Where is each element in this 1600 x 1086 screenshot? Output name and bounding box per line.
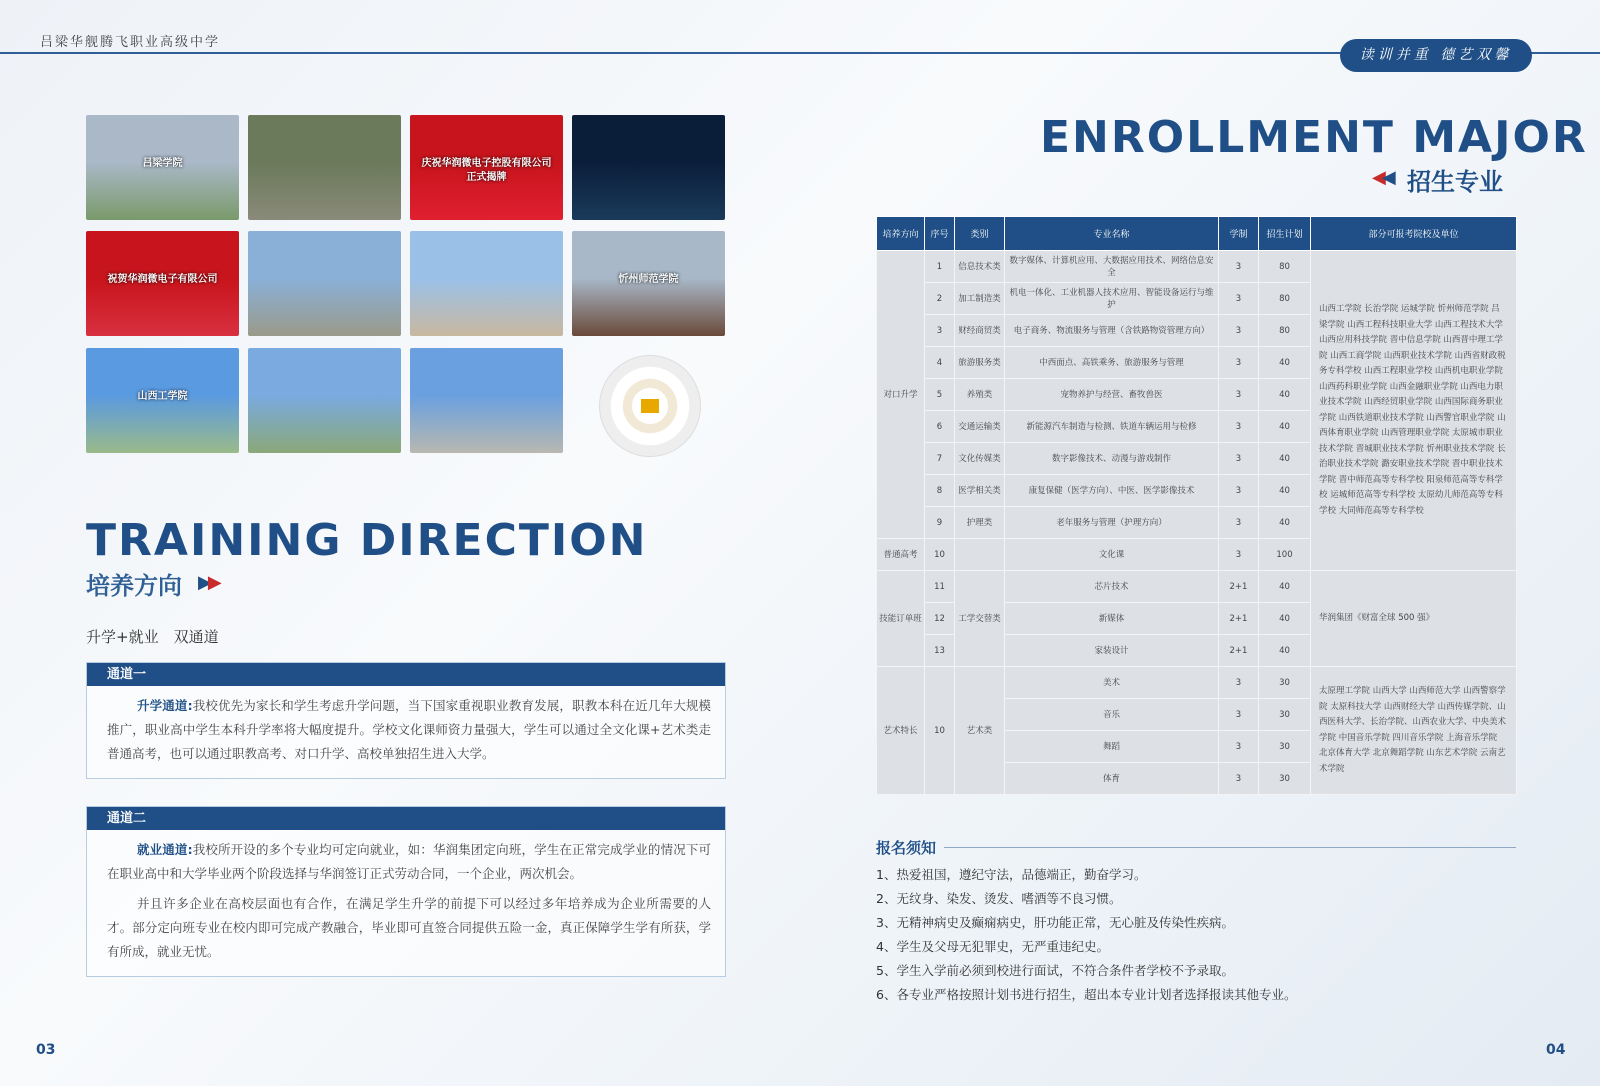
table-cell: 40 (1259, 347, 1311, 379)
enrollment-title-cn: 招生专业 (1407, 168, 1503, 196)
category-cell: 艺术类 (955, 667, 1005, 795)
table-cell: 2+1 (1219, 571, 1259, 603)
table-row (877, 251, 1517, 283)
channel-one-panel (86, 662, 726, 779)
table-cell: 40 (1259, 379, 1311, 411)
notice-item: 4、学生及父母无犯罪史，无严重违纪史。 (876, 939, 1109, 954)
training-title-en: TRAINING DIRECTION (86, 515, 648, 566)
notice-item: 3、无精神病史及癫痫病史，肝功能正常，无心脏及传染性疾病。 (876, 915, 1234, 930)
table-cell: 80 (1259, 251, 1311, 283)
category-cell: 加工制造类 (955, 283, 1005, 315)
table-cell: 3 (1219, 699, 1259, 731)
channel-two-panel (86, 806, 726, 977)
channel-two-body: 我校所开设的多个专业均可定向就业，如：华润集团定向班，学生在正常完成学业的情况下可在职业高中和大学毕业两个阶段选择与华润签订正式劳动合同，一个企业，两次机会。 (107, 842, 711, 881)
table-cell: 3 (1219, 667, 1259, 699)
table-cell: 30 (1259, 667, 1311, 699)
table-cell: 3 (1219, 283, 1259, 315)
dual-path-label: 升学+就业 双通道 (86, 628, 219, 646)
category-cell: 医学相关类 (955, 475, 1005, 507)
enrollment-table (876, 216, 1517, 795)
th-schools: 部分可报考院校及单位 (1311, 217, 1517, 251)
notice-item: 1、热爱祖国，遵纪守法，品德端正，勤奋学习。 (876, 867, 1147, 882)
table-cell: 10 (925, 667, 955, 795)
photo-signing-event (86, 231, 239, 336)
major-cell: 新能源汽车制造与检测、铁道车辆运用与检修 (1005, 411, 1219, 443)
table-cell: 3 (1219, 507, 1259, 539)
major-cell: 电子商务、物流服务与管理（含铁路物资管理方向） (1005, 315, 1219, 347)
major-cell: 老年服务与管理（护理方向） (1005, 507, 1219, 539)
table-cell: 3 (925, 315, 955, 347)
photo-tower-building (410, 231, 563, 336)
table-cell: 3 (1219, 443, 1259, 475)
th-number: 序号 (925, 217, 955, 251)
channel-two-lead: 就业通道: (137, 842, 193, 857)
table-cell: 30 (1259, 731, 1311, 763)
major-cell: 芯片技术 (1005, 571, 1219, 603)
table-cell: 40 (1259, 411, 1311, 443)
photo-flags-stone (248, 348, 401, 453)
major-cell: 舞蹈 (1005, 731, 1219, 763)
th-direction: 培养方向 (877, 217, 925, 251)
table-cell: 100 (1259, 539, 1311, 571)
notice-title: 报名须知 (876, 839, 937, 857)
table-cell: 40 (1259, 443, 1311, 475)
table-cell: 2+1 (1219, 635, 1259, 667)
category-cell: 信息技术类 (955, 251, 1005, 283)
photo-caption: 祝贺华润微电子有限公司 (107, 274, 218, 285)
table-cell: 80 (1259, 315, 1311, 347)
direction-cell: 技能订单班 (877, 571, 925, 667)
th-category: 类别 (955, 217, 1005, 251)
table-cell: 1 (925, 251, 955, 283)
major-cell: 数字影像技术、动漫与游戏制作 (1005, 443, 1219, 475)
table-cell: 5 (925, 379, 955, 411)
category-cell: 旅游服务类 (955, 347, 1005, 379)
notice-item: 2、无纹身、染发、烫发、嗜酒等不良习惯。 (876, 891, 1122, 906)
major-cell: 美术 (1005, 667, 1219, 699)
notice-item: 5、学生入学前必须到校进行面试，不符合条件者学校不予录取。 (876, 963, 1234, 978)
major-cell: 宠物养护与经营、畜牧兽医 (1005, 379, 1219, 411)
direction-cell: 普通高考 (877, 539, 925, 571)
table-cell: 3 (1219, 539, 1259, 571)
table-cell: 40 (1259, 635, 1311, 667)
category-cell: 养殖类 (955, 379, 1005, 411)
enrollment-title-en: ENROLLMENT MAJOR (1040, 112, 1588, 163)
schools-cell: 山西工学院 长治学院 运城学院 忻州师范学院 吕梁学院 山西工程科技职业大学 山西工程技术大学 山西应用科技学院 晋中信息学院 山西晋中理工学院 山西工商学院 山西职业技术学院 山西省财政税务专科学校 山西工程职业学校 山西机电职业学院 山西药科职业学院 山西金融职业学院 山西电力职业技术学院 山西经贸职业学院 山西国际商务职业学院 山西铁道职业技术学院 山西警官职业学院 山西体育职业学院 山西管理职业学院 太原城市职业技术学院 晋城职业技术学院 忻州职业技术学院 长治职业技术学院 潞安职业技术学院 晋中职业技术学院 晋中师范高等专科学校 阳泉师范高等专科学校 运城师范高等专科学校 太原幼儿师范高等专科学校 大同师范高等专科学校 (1311, 251, 1517, 571)
photo-caption: 吕梁学院 (142, 158, 183, 169)
major-cell: 文化课 (1005, 539, 1219, 571)
schools-cell: 华润集团《财富全球 500 强》 (1311, 571, 1517, 667)
major-cell: 体育 (1005, 763, 1219, 795)
table-header-row (877, 217, 1517, 251)
table-cell: 2 (925, 283, 955, 315)
category-cell: 工学交替类 (955, 571, 1005, 667)
table-row (877, 571, 1517, 603)
photo-military-ceremony (248, 115, 401, 220)
table-cell: 8 (925, 475, 955, 507)
direction-cell: 对口升学 (877, 251, 925, 539)
photo-caption: 山西工学院 (137, 391, 188, 402)
table-cell: 3 (1219, 379, 1259, 411)
table-cell: 4 (925, 347, 955, 379)
table-cell: 3 (1219, 411, 1259, 443)
channel-one-lead: 升学通道: (137, 698, 193, 713)
table-cell: 12 (925, 603, 955, 635)
major-cell: 音乐 (1005, 699, 1219, 731)
table-cell: 3 (1219, 347, 1259, 379)
table-cell: 30 (1259, 699, 1311, 731)
table-cell: 7 (925, 443, 955, 475)
major-cell: 中西面点、高铁乘务、旅游服务与管理 (1005, 347, 1219, 379)
table-cell: 3 (1219, 731, 1259, 763)
photo-campus-arch (86, 348, 239, 453)
category-cell: 财经商贸类 (955, 315, 1005, 347)
photo-plaque-unveiling (410, 115, 563, 220)
table-cell: 40 (1259, 475, 1311, 507)
table-cell (955, 539, 1005, 571)
table-cell: 6 (925, 411, 955, 443)
channel-two-title: 通道二 (87, 807, 725, 830)
table-cell: 3 (1219, 315, 1259, 347)
notice-list (876, 863, 1296, 1007)
photo-xinzhou-teachers (572, 231, 725, 336)
category-cell: 护理类 (955, 507, 1005, 539)
photo-campus-gate (86, 115, 239, 220)
school-name: 吕梁华舰腾飞职业高级中学 (40, 35, 221, 50)
table-cell: 40 (1259, 571, 1311, 603)
notice-item: 6、各专业严格按照计划书进行招生，超出本专业计划者选择报读其他专业。 (876, 987, 1297, 1002)
table-body (877, 251, 1517, 795)
channel-one-title: 通道一 (87, 663, 725, 686)
motto-badge: 读训并重 德艺双馨 (1340, 39, 1532, 72)
photo-university-square (248, 231, 401, 336)
table-cell: 11 (925, 571, 955, 603)
table-cell: 30 (1259, 763, 1311, 795)
page-number-left: 03 (36, 1042, 56, 1058)
major-cell: 数字媒体、计算机应用、大数据应用技术、网络信息安全 (1005, 251, 1219, 283)
photo-digital-globe (572, 115, 725, 220)
table-cell: 3 (1219, 475, 1259, 507)
direction-cell: 艺术特长 (877, 667, 925, 795)
channel-two-text (107, 838, 711, 886)
notice-rule (944, 847, 1516, 848)
table-cell: 2+1 (1219, 603, 1259, 635)
table-row (877, 667, 1517, 699)
table-cell: 3 (1219, 763, 1259, 795)
photo-caption: 忻州师范学院 (618, 274, 679, 285)
channel-two-text2: 并且许多企业在高校层面也有合作，在满足学生升学的前提下可以经过多年培养成为企业所需要的人才。部分定向班专业在校内即可完成产教融合，毕业即可直签合同提供五险一金，真正保障学生学有所获，学有所成，就业无忧。 (107, 896, 711, 959)
table-cell: 3 (1219, 251, 1259, 283)
major-cell: 机电一体化、工业机器人技术应用、智能设备运行与维护 (1005, 283, 1219, 315)
double-arrow-left-icon: ◀◀ (1372, 167, 1392, 188)
major-cell: 新媒体 (1005, 603, 1219, 635)
schools-cell: 太原理工学院 山西大学 山西师范大学 山西警察学院 太原科技大学 山西财经大学 山西传媒学院、山西医科大学、长治学院、山西农业大学、中央美术学院 中国音乐学院 四川音乐学院 上海音乐学院 北京体育大学 北京舞蹈学院 山东艺术学院 云南艺术学院 (1311, 667, 1517, 795)
th-plan: 招生计划 (1259, 217, 1311, 251)
category-cell: 文化传媒类 (955, 443, 1005, 475)
th-major: 专业名称 (1005, 217, 1219, 251)
table-cell: 40 (1259, 507, 1311, 539)
training-title-cn: 培养方向 (86, 572, 182, 600)
channel-one-body: 我校优先为家长和学生考虑升学问题，当下国家重视职业教育发展，职教本科在近几年大规模推广，职业高中学生本科升学率将大幅度提升。学校文化课师资力量强大，学生可以通过全文化课+艺术类走普通高考，也可以通过职教高考、对口升学、高校单独招生进入大学。 (107, 698, 711, 761)
category-cell: 交通运输类 (955, 411, 1005, 443)
table-cell: 10 (925, 539, 955, 571)
th-years: 学制 (1219, 217, 1259, 251)
table-cell: 13 (925, 635, 955, 667)
photo-caption: 庆祝华润微电子控股有限公司 正式揭牌 (421, 158, 552, 183)
table-cell: 40 (1259, 603, 1311, 635)
table-cell: 9 (925, 507, 955, 539)
table-cell: 80 (1259, 283, 1311, 315)
double-arrow-right-icon: ▶▶ (198, 572, 218, 593)
channel-one-text (107, 694, 711, 766)
major-cell: 康复保健（医学方向）、中医、医学影像技术 (1005, 475, 1219, 507)
major-cell: 家装设计 (1005, 635, 1219, 667)
page-number-right: 04 (1546, 1042, 1566, 1058)
photo-campus-avenue (410, 348, 563, 453)
partner-circle-logo (599, 355, 701, 457)
